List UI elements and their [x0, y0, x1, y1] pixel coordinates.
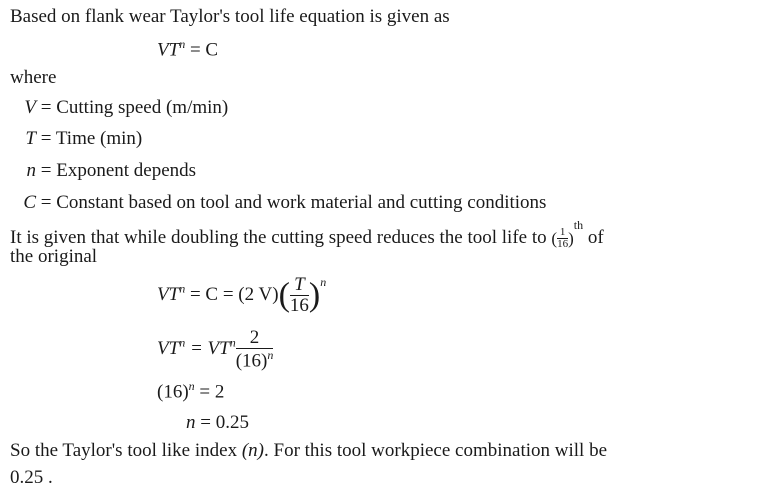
def-text: = Constant based on tool and work material and cutting conditions	[40, 192, 547, 213]
def-symbol: n	[26, 160, 36, 181]
equation-2	[157, 328, 273, 371]
where-label: where	[10, 67, 57, 88]
def-text: = Exponent depends	[40, 160, 197, 181]
def-n	[10, 161, 196, 180]
eq1-lhs: VT	[157, 283, 180, 305]
equation-1	[157, 275, 326, 316]
equation-4	[186, 413, 249, 432]
paren-close: )	[568, 229, 574, 249]
fraction-numerator: T	[290, 275, 309, 296]
def-v	[10, 98, 228, 117]
def-text: = Cutting speed (m/min)	[40, 97, 229, 118]
given-line-1	[10, 219, 604, 251]
conclusion-line-2: 0.25 .	[10, 467, 53, 488]
fraction-denominator: 16	[289, 294, 309, 316]
eq2-lhs: VT	[157, 337, 180, 359]
eq1-exponent: n	[179, 281, 186, 296]
given-line-2: the original	[10, 246, 98, 267]
eq3-exponent: n	[188, 379, 195, 393]
big-paren-open: (	[278, 276, 290, 314]
fraction-denominator: (16)	[235, 350, 268, 372]
conclusion-line-1	[10, 441, 607, 460]
eq1-mid: = C = (2 V)	[189, 283, 279, 305]
def-symbol: T	[25, 128, 36, 149]
given-text-end: of	[587, 227, 604, 248]
eq2-mid: = VT	[189, 337, 230, 359]
eq2-mid-exponent: n	[229, 335, 236, 350]
def-text: = Time (min)	[40, 128, 143, 149]
equation-3	[157, 380, 224, 401]
fraction-numerator: 2	[236, 328, 274, 349]
fraction-numerator: 1	[557, 227, 568, 240]
conclusion-symbol: (n)	[241, 440, 264, 461]
eq2-fraction	[236, 328, 274, 371]
given-fraction	[557, 227, 568, 251]
main-equation	[157, 38, 218, 59]
given-text: It is given that while doubling the cutting speed reduces the tool life to	[10, 227, 547, 248]
eq1-fraction	[290, 275, 309, 316]
fraction-denominator: 16	[557, 238, 569, 251]
def-symbol: C	[23, 192, 36, 213]
conclusion-text-end: . For this tool workpiece combination will be	[264, 440, 608, 461]
big-paren-close: )	[308, 276, 321, 314]
def-symbol: V	[24, 97, 36, 118]
eq-rhs: = C	[189, 39, 219, 61]
denominator-exponent: n	[267, 347, 274, 362]
eq3-lhs: (16)	[157, 381, 189, 403]
eq4-rhs: = 0.25	[200, 412, 249, 433]
conclusion-text: So the Taylor's tool like index	[10, 440, 238, 461]
eq4-symbol: n	[186, 412, 196, 433]
eq1-outer-exponent: n	[320, 274, 327, 289]
eq-exponent: n	[179, 37, 186, 51]
eq-lhs: VT	[157, 39, 180, 61]
eq3-rhs: = 2	[199, 381, 225, 403]
intro-text: Based on flank wear Taylor's tool life equation is given as	[10, 6, 450, 27]
eq2-exponent: n	[179, 335, 186, 350]
paren-open: (	[551, 229, 558, 249]
ordinal-suffix: th	[573, 218, 584, 232]
def-c	[10, 193, 546, 212]
def-t	[10, 129, 142, 148]
